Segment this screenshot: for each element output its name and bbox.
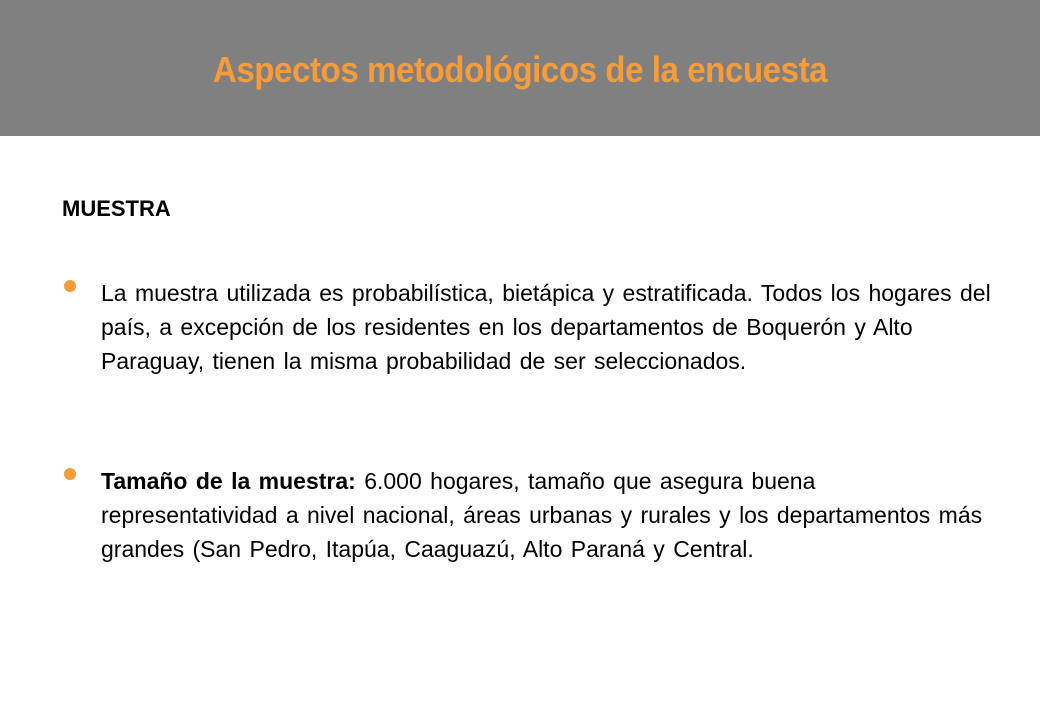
bullet-lead: Tamaño de la muestra: [101, 468, 356, 494]
bullet-body: 6.000 hogares, tamaño que asegura buena representatividad a nivel nacional, áreas urbanas y rurales y los departamentos más grandes (San Pedro, Itapúa, Caaguazú, Alto Paraná y Central. [101, 468, 983, 562]
bullet-text: La muestra utilizada es probabilística, bietápica y estratificada. Todos los hogares del país, a excepción de los residentes en los departamentos de Boquerón y Alto Paraguay, tienen la misma probabilidad de ser seleccionados. [101, 280, 991, 374]
section-heading: MUESTRA [62, 196, 171, 221]
bullet-text [101, 464, 991, 566]
slide-title: Aspectos metodológicos de la encuesta [212, 49, 828, 90]
bullet-dot-icon [64, 280, 76, 292]
bullet-dot-icon [64, 468, 76, 480]
